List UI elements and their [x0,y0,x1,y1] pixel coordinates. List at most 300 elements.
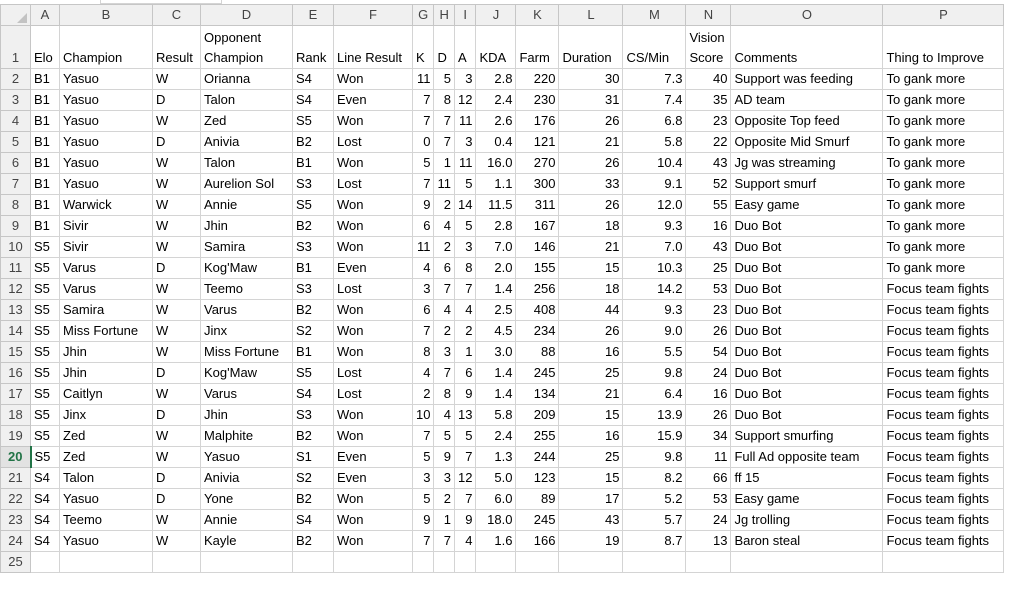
cell-a10[interactable]: S5 [31,237,60,258]
cell-d7[interactable]: Aurelion Sol [201,174,293,195]
column-header-m[interactable]: M [623,5,686,26]
cell-d16[interactable]: Kog'Maw [201,363,293,384]
cell-i6[interactable]: 11 [454,153,475,174]
cell-g17[interactable]: 2 [413,384,434,405]
cell-h16[interactable]: 7 [434,363,455,384]
cell-g22[interactable]: 5 [413,489,434,510]
row-header-1[interactable]: 1 [1,26,31,69]
cell-f22[interactable]: Won [334,489,413,510]
cell-j3[interactable]: 2.4 [476,90,516,111]
cell-p10[interactable]: To gank more [883,237,1004,258]
cell-e23[interactable]: S4 [293,510,334,531]
cell-p15[interactable]: Focus team fights [883,342,1004,363]
cell-l18[interactable]: 15 [559,405,623,426]
cell-a20[interactable]: S5 [31,447,60,468]
column-header-n[interactable]: N [686,5,731,26]
cell-o15[interactable]: Duo Bot [731,342,883,363]
row-header-13[interactable]: 13 [1,300,31,321]
cell-m23[interactable]: 5.7 [623,510,686,531]
cell-b9[interactable]: Sivir [60,216,153,237]
cell-d9[interactable]: Jhin [201,216,293,237]
cell-h15[interactable]: 3 [434,342,455,363]
cell-o13[interactable]: Duo Bot [731,300,883,321]
cell-e18[interactable]: S3 [293,405,334,426]
cell-m12[interactable]: 14.2 [623,279,686,300]
cell-d23[interactable]: Annie [201,510,293,531]
cell-p18[interactable]: Focus team fights [883,405,1004,426]
cell-l2[interactable]: 30 [559,69,623,90]
cell-d19[interactable]: Malphite [201,426,293,447]
cell-e19[interactable]: B2 [293,426,334,447]
cell-o8[interactable]: Easy game [731,195,883,216]
cell-m19[interactable]: 15.9 [623,426,686,447]
cell-d12[interactable]: Teemo [201,279,293,300]
cell-g5[interactable]: 0 [413,132,434,153]
cell-i18[interactable]: 13 [454,405,475,426]
cell-h4[interactable]: 7 [434,111,455,132]
cell-f12[interactable]: Lost [334,279,413,300]
cell-e22[interactable]: B2 [293,489,334,510]
cell-j15[interactable]: 3.0 [476,342,516,363]
cell-p25[interactable] [883,552,1004,573]
cell-d1[interactable]: Opponent Champion [201,26,293,69]
cell-k16[interactable]: 245 [516,363,559,384]
cell-h7[interactable]: 11 [434,174,455,195]
cell-d6[interactable]: Talon [201,153,293,174]
cell-a3[interactable]: B1 [31,90,60,111]
cell-n17[interactable]: 16 [686,384,731,405]
cell-c13[interactable]: W [153,300,201,321]
cell-h6[interactable]: 1 [434,153,455,174]
row-header-10[interactable]: 10 [1,237,31,258]
cell-n20[interactable]: 11 [686,447,731,468]
cell-c23[interactable]: W [153,510,201,531]
cell-n16[interactable]: 24 [686,363,731,384]
cell-e25[interactable] [293,552,334,573]
cell-a17[interactable]: S5 [31,384,60,405]
cell-h12[interactable]: 7 [434,279,455,300]
row-header-4[interactable]: 4 [1,111,31,132]
row-header-15[interactable]: 15 [1,342,31,363]
cell-a21[interactable]: S4 [31,468,60,489]
cell-k4[interactable]: 176 [516,111,559,132]
cell-i15[interactable]: 1 [454,342,475,363]
cell-b24[interactable]: Yasuo [60,531,153,552]
cell-a7[interactable]: B1 [31,174,60,195]
cell-f3[interactable]: Even [334,90,413,111]
cell-p6[interactable]: To gank more [883,153,1004,174]
cell-k17[interactable]: 134 [516,384,559,405]
cell-g13[interactable]: 6 [413,300,434,321]
cell-d25[interactable] [201,552,293,573]
cell-g1[interactable]: K [413,26,434,69]
cell-i9[interactable]: 5 [454,216,475,237]
column-header-h[interactable]: H [434,5,455,26]
column-header-p[interactable]: P [883,5,1004,26]
cell-g18[interactable]: 10 [413,405,434,426]
row-header-9[interactable]: 9 [1,216,31,237]
cell-m11[interactable]: 10.3 [623,258,686,279]
cell-o3[interactable]: AD team [731,90,883,111]
cell-h8[interactable]: 2 [434,195,455,216]
cell-e8[interactable]: S5 [293,195,334,216]
cell-c16[interactable]: D [153,363,201,384]
column-header-e[interactable]: E [293,5,334,26]
cell-n5[interactable]: 22 [686,132,731,153]
cell-d20[interactable]: Yasuo [201,447,293,468]
cell-c6[interactable]: W [153,153,201,174]
cell-b7[interactable]: Yasuo [60,174,153,195]
cell-b19[interactable]: Zed [60,426,153,447]
cell-l25[interactable] [559,552,623,573]
cell-j21[interactable]: 5.0 [476,468,516,489]
cell-i20[interactable]: 7 [454,447,475,468]
cell-o18[interactable]: Duo Bot [731,405,883,426]
cell-p9[interactable]: To gank more [883,216,1004,237]
cell-b5[interactable]: Yasuo [60,132,153,153]
cell-e24[interactable]: B2 [293,531,334,552]
cell-l15[interactable]: 16 [559,342,623,363]
cell-m18[interactable]: 13.9 [623,405,686,426]
cell-d8[interactable]: Annie [201,195,293,216]
cell-f5[interactable]: Lost [334,132,413,153]
cell-b8[interactable]: Warwick [60,195,153,216]
cell-p12[interactable]: Focus team fights [883,279,1004,300]
row-header-17[interactable]: 17 [1,384,31,405]
cell-a25[interactable] [31,552,60,573]
cell-d11[interactable]: Kog'Maw [201,258,293,279]
cell-b25[interactable] [60,552,153,573]
cell-k25[interactable] [516,552,559,573]
cell-l13[interactable]: 44 [559,300,623,321]
cell-f25[interactable] [334,552,413,573]
cell-a15[interactable]: S5 [31,342,60,363]
cell-c19[interactable]: W [153,426,201,447]
cell-l8[interactable]: 26 [559,195,623,216]
cell-a12[interactable]: S5 [31,279,60,300]
cell-i3[interactable]: 12 [454,90,475,111]
cell-i25[interactable] [454,552,475,573]
cell-e17[interactable]: S4 [293,384,334,405]
cell-l7[interactable]: 33 [559,174,623,195]
cell-n23[interactable]: 24 [686,510,731,531]
cell-n22[interactable]: 53 [686,489,731,510]
cell-f6[interactable]: Won [334,153,413,174]
cell-g11[interactable]: 4 [413,258,434,279]
cell-j16[interactable]: 1.4 [476,363,516,384]
cell-p11[interactable]: To gank more [883,258,1004,279]
cell-a14[interactable]: S5 [31,321,60,342]
cell-e4[interactable]: S5 [293,111,334,132]
cell-d3[interactable]: Talon [201,90,293,111]
cell-h3[interactable]: 8 [434,90,455,111]
cell-b11[interactable]: Varus [60,258,153,279]
cell-j7[interactable]: 1.1 [476,174,516,195]
cell-f10[interactable]: Won [334,237,413,258]
row-header-25[interactable]: 25 [1,552,31,573]
cell-p24[interactable]: Focus team fights [883,531,1004,552]
cell-a4[interactable]: B1 [31,111,60,132]
cell-i22[interactable]: 7 [454,489,475,510]
cell-e10[interactable]: S3 [293,237,334,258]
cell-g15[interactable]: 8 [413,342,434,363]
cell-h24[interactable]: 7 [434,531,455,552]
cell-c12[interactable]: W [153,279,201,300]
column-header-a[interactable]: A [31,5,60,26]
cell-b1[interactable]: Champion [60,26,153,69]
cell-k7[interactable]: 300 [516,174,559,195]
cell-h20[interactable]: 9 [434,447,455,468]
cell-p17[interactable]: Focus team fights [883,384,1004,405]
cell-b15[interactable]: Jhin [60,342,153,363]
cell-i5[interactable]: 3 [454,132,475,153]
cell-f18[interactable]: Won [334,405,413,426]
cell-j9[interactable]: 2.8 [476,216,516,237]
cell-k11[interactable]: 155 [516,258,559,279]
cell-g24[interactable]: 7 [413,531,434,552]
cell-p20[interactable]: Focus team fights [883,447,1004,468]
cell-h21[interactable]: 3 [434,468,455,489]
cell-b21[interactable]: Talon [60,468,153,489]
cell-e21[interactable]: S2 [293,468,334,489]
cell-p1[interactable]: Thing to Improve [883,26,1004,69]
cell-k3[interactable]: 230 [516,90,559,111]
cell-c8[interactable]: W [153,195,201,216]
cell-k21[interactable]: 123 [516,468,559,489]
cell-j17[interactable]: 1.4 [476,384,516,405]
cell-j11[interactable]: 2.0 [476,258,516,279]
cell-o14[interactable]: Duo Bot [731,321,883,342]
cell-i24[interactable]: 4 [454,531,475,552]
row-header-18[interactable]: 18 [1,405,31,426]
cell-f7[interactable]: Lost [334,174,413,195]
cell-e6[interactable]: B1 [293,153,334,174]
row-header-23[interactable]: 23 [1,510,31,531]
cell-g23[interactable]: 9 [413,510,434,531]
cell-b2[interactable]: Yasuo [60,69,153,90]
cell-h1[interactable]: D [434,26,455,69]
cell-a18[interactable]: S5 [31,405,60,426]
cell-j12[interactable]: 1.4 [476,279,516,300]
cell-l10[interactable]: 21 [559,237,623,258]
row-header-24[interactable]: 24 [1,531,31,552]
cell-m16[interactable]: 9.8 [623,363,686,384]
cell-f19[interactable]: Won [334,426,413,447]
cell-f21[interactable]: Even [334,468,413,489]
select-all-corner[interactable] [1,5,31,26]
cell-g20[interactable]: 5 [413,447,434,468]
cell-p21[interactable]: Focus team fights [883,468,1004,489]
cell-l22[interactable]: 17 [559,489,623,510]
cell-f13[interactable]: Won [334,300,413,321]
cell-i1[interactable]: A [454,26,475,69]
cell-a16[interactable]: S5 [31,363,60,384]
cell-j25[interactable] [476,552,516,573]
cell-g21[interactable]: 3 [413,468,434,489]
cell-k2[interactable]: 220 [516,69,559,90]
cell-a13[interactable]: S5 [31,300,60,321]
cell-g19[interactable]: 7 [413,426,434,447]
row-header-3[interactable]: 3 [1,90,31,111]
cell-g3[interactable]: 7 [413,90,434,111]
cell-l4[interactable]: 26 [559,111,623,132]
cell-l23[interactable]: 43 [559,510,623,531]
cell-p4[interactable]: To gank more [883,111,1004,132]
cell-m10[interactable]: 7.0 [623,237,686,258]
cell-f4[interactable]: Won [334,111,413,132]
cell-o23[interactable]: Jg trolling [731,510,883,531]
cell-m21[interactable]: 8.2 [623,468,686,489]
cell-m2[interactable]: 7.3 [623,69,686,90]
cell-n2[interactable]: 40 [686,69,731,90]
cell-f11[interactable]: Even [334,258,413,279]
cell-m17[interactable]: 6.4 [623,384,686,405]
row-header-6[interactable]: 6 [1,153,31,174]
cell-b13[interactable]: Samira [60,300,153,321]
cell-c14[interactable]: W [153,321,201,342]
cell-f15[interactable]: Won [334,342,413,363]
cell-m1[interactable]: CS/Min [623,26,686,69]
cell-c21[interactable]: D [153,468,201,489]
cell-d15[interactable]: Miss Fortune [201,342,293,363]
cell-g9[interactable]: 6 [413,216,434,237]
cell-c9[interactable]: W [153,216,201,237]
cell-g7[interactable]: 7 [413,174,434,195]
cell-d22[interactable]: Yone [201,489,293,510]
cell-j10[interactable]: 7.0 [476,237,516,258]
cell-i7[interactable]: 5 [454,174,475,195]
cell-b6[interactable]: Yasuo [60,153,153,174]
cell-i19[interactable]: 5 [454,426,475,447]
cell-c3[interactable]: D [153,90,201,111]
cell-j1[interactable]: KDA [476,26,516,69]
cell-k14[interactable]: 234 [516,321,559,342]
row-header-22[interactable]: 22 [1,489,31,510]
cell-m8[interactable]: 12.0 [623,195,686,216]
cell-p7[interactable]: To gank more [883,174,1004,195]
cell-n14[interactable]: 26 [686,321,731,342]
cell-m15[interactable]: 5.5 [623,342,686,363]
cell-b17[interactable]: Caitlyn [60,384,153,405]
column-header-k[interactable]: K [516,5,559,26]
cell-c17[interactable]: W [153,384,201,405]
cell-o6[interactable]: Jg was streaming [731,153,883,174]
cell-p8[interactable]: To gank more [883,195,1004,216]
cell-e9[interactable]: B2 [293,216,334,237]
cell-p14[interactable]: Focus team fights [883,321,1004,342]
cell-m3[interactable]: 7.4 [623,90,686,111]
cell-k15[interactable]: 88 [516,342,559,363]
column-header-o[interactable]: O [731,5,883,26]
cell-a23[interactable]: S4 [31,510,60,531]
cell-n13[interactable]: 23 [686,300,731,321]
cell-j22[interactable]: 6.0 [476,489,516,510]
cell-a22[interactable]: S4 [31,489,60,510]
cell-m14[interactable]: 9.0 [623,321,686,342]
cell-j14[interactable]: 4.5 [476,321,516,342]
cell-a24[interactable]: S4 [31,531,60,552]
cell-n4[interactable]: 23 [686,111,731,132]
cell-f9[interactable]: Won [334,216,413,237]
cell-i16[interactable]: 6 [454,363,475,384]
cell-h22[interactable]: 2 [434,489,455,510]
cell-o2[interactable]: Support was feeding [731,69,883,90]
cell-f17[interactable]: Lost [334,384,413,405]
cell-f14[interactable]: Won [334,321,413,342]
cell-o17[interactable]: Duo Bot [731,384,883,405]
cell-b22[interactable]: Yasuo [60,489,153,510]
cell-l14[interactable]: 26 [559,321,623,342]
cell-c20[interactable]: W [153,447,201,468]
cell-f1[interactable]: Line Result [334,26,413,69]
cell-n11[interactable]: 25 [686,258,731,279]
cell-g14[interactable]: 7 [413,321,434,342]
cell-o22[interactable]: Easy game [731,489,883,510]
cell-p13[interactable]: Focus team fights [883,300,1004,321]
column-header-d[interactable]: D [201,5,293,26]
cell-k6[interactable]: 270 [516,153,559,174]
cell-h13[interactable]: 4 [434,300,455,321]
cell-g12[interactable]: 3 [413,279,434,300]
cell-c25[interactable] [153,552,201,573]
cell-l24[interactable]: 19 [559,531,623,552]
cell-i23[interactable]: 9 [454,510,475,531]
cell-m20[interactable]: 9.8 [623,447,686,468]
cell-e3[interactable]: S4 [293,90,334,111]
cell-m25[interactable] [623,552,686,573]
cell-d10[interactable]: Samira [201,237,293,258]
cell-h10[interactable]: 2 [434,237,455,258]
cell-a2[interactable]: B1 [31,69,60,90]
cell-n3[interactable]: 35 [686,90,731,111]
cell-m9[interactable]: 9.3 [623,216,686,237]
cell-o24[interactable]: Baron steal [731,531,883,552]
cell-c22[interactable]: D [153,489,201,510]
cell-j13[interactable]: 2.5 [476,300,516,321]
cell-i12[interactable]: 7 [454,279,475,300]
cell-n24[interactable]: 13 [686,531,731,552]
cell-e16[interactable]: S5 [293,363,334,384]
cell-o1[interactable]: Comments [731,26,883,69]
cell-k1[interactable]: Farm [516,26,559,69]
column-header-b[interactable]: B [60,5,153,26]
cell-g6[interactable]: 5 [413,153,434,174]
cell-n19[interactable]: 34 [686,426,731,447]
row-header-20[interactable]: 20 [1,447,31,468]
cell-n9[interactable]: 16 [686,216,731,237]
cell-l6[interactable]: 26 [559,153,623,174]
row-header-7[interactable]: 7 [1,174,31,195]
cell-e15[interactable]: B1 [293,342,334,363]
cell-c15[interactable]: W [153,342,201,363]
cell-i11[interactable]: 8 [454,258,475,279]
cell-a5[interactable]: B1 [31,132,60,153]
cell-k19[interactable]: 255 [516,426,559,447]
cell-b18[interactable]: Jinx [60,405,153,426]
cell-p3[interactable]: To gank more [883,90,1004,111]
cell-b12[interactable]: Varus [60,279,153,300]
column-header-g[interactable]: G [413,5,434,26]
cell-b20[interactable]: Zed [60,447,153,468]
cell-n6[interactable]: 43 [686,153,731,174]
cell-o4[interactable]: Opposite Top feed [731,111,883,132]
cell-l19[interactable]: 16 [559,426,623,447]
cell-i21[interactable]: 12 [454,468,475,489]
cell-j6[interactable]: 16.0 [476,153,516,174]
cell-j18[interactable]: 5.8 [476,405,516,426]
cell-e12[interactable]: S3 [293,279,334,300]
cell-e2[interactable]: S4 [293,69,334,90]
